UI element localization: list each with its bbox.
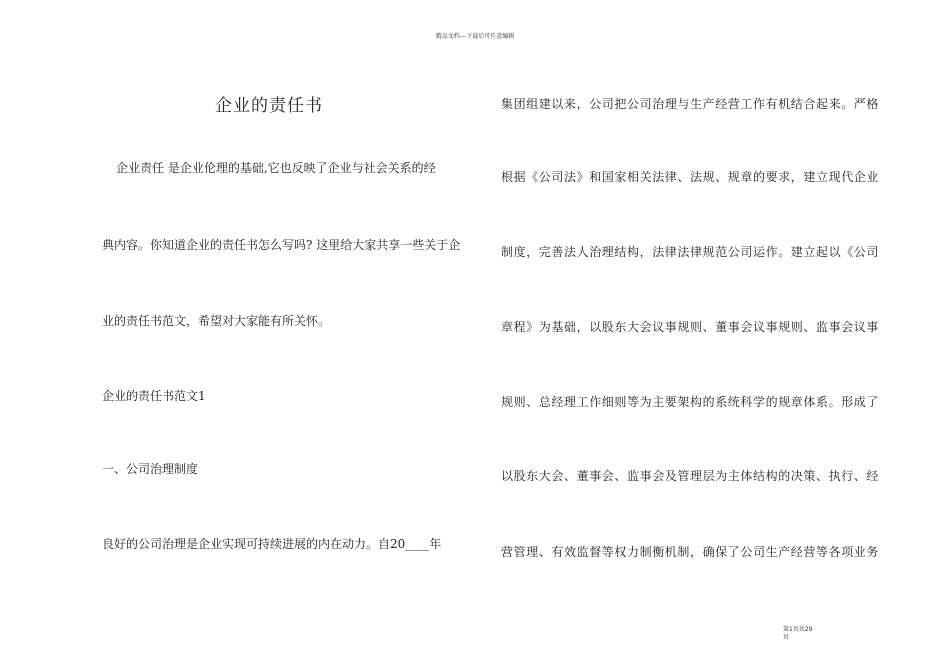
page-number	[783, 626, 843, 642]
paragraph-line: 以股东大会、董事会、监事会及管理层为主体结构的决策、执行、经	[501, 469, 880, 483]
paragraph-line: 章程》为基础，以股东大会议事规则、董事会议事规则、监事会议事	[501, 320, 880, 334]
page-header: 精品文档---下载后可任意编辑	[435, 33, 515, 40]
paragraph-line: 业的责任书范文，希望对大家能有所关怀。	[102, 314, 331, 328]
section-heading: 企业的责任书范文1	[102, 389, 206, 403]
page-number-line-1: 第1页共29	[783, 626, 813, 633]
paragraph-line: 集团组建以来，公司把公司治理与生产经营工作有机结合起来。严格	[501, 97, 880, 111]
paragraph-line: 制度，完善法人治理结构，法律法律规范公司运作。建立起以《公司	[501, 245, 880, 259]
page-number-line-2: 页	[783, 634, 790, 641]
paragraph-line: 营管理、有效监督等权力制衡机制，确保了公司生产经营等各项业务	[501, 545, 880, 559]
paragraph-line: 规则、总经理工作细则等为主要架构的系统科学的规章体系。形成了	[501, 395, 880, 409]
paragraph-line: 企业责任 是企业伦理的基础,它也反映了企业与社会关系的经	[116, 161, 436, 175]
paragraph-line: 典内容。你知道企业的责任书怎么写吗? 这里给大家共享一些关于企	[102, 238, 461, 252]
document-title: 企业的责任书	[215, 96, 323, 116]
paragraph-line: 根据《公司法》和国家相关法律、法规、规章的要求，建立现代企业	[501, 170, 880, 184]
paragraph-line: 良好的公司治理是企业实现可持续进展的内在动力。自20____年	[102, 537, 442, 551]
subsection-heading: 一、公司治理制度	[102, 462, 199, 476]
